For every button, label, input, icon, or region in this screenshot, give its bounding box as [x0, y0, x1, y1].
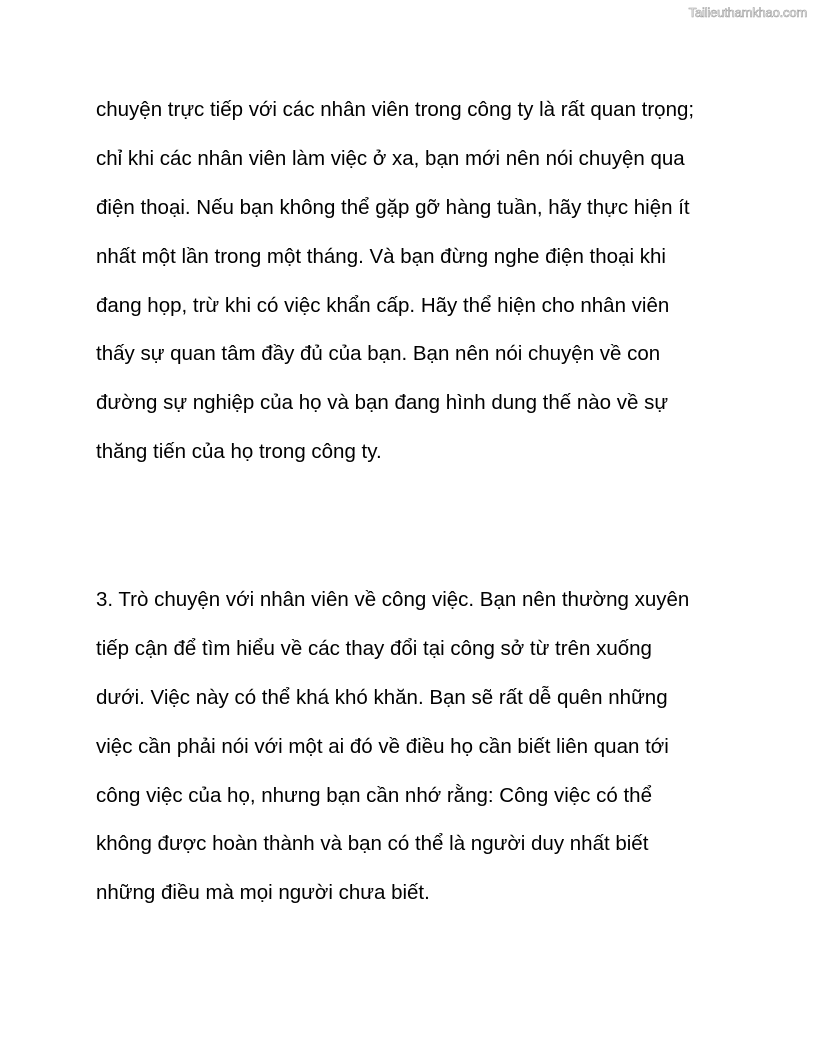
paragraph-continued	[96, 86, 776, 477]
text-line: đường sự nghiệp của họ và bạn đang hình dung thế nào về sự	[96, 391, 669, 415]
text-line: không được hoàn thành và bạn có thể là người duy nhất biết	[96, 832, 649, 856]
paragraph-section-3	[96, 576, 776, 918]
text-line: tiếp cận để tìm hiểu về các thay đổi tại công sở từ trên xuống	[96, 636, 652, 660]
text-line: dưới. Việc này có thể khá khó khăn. Bạn sẽ rất dễ quên những	[96, 685, 668, 709]
text-line: thấy sự quan tâm đầy đủ của bạn. Bạn nên nói chuyện về con	[96, 342, 661, 366]
text-line: công việc của họ, nhưng bạn cần nhớ rằng: Công việc có thể	[96, 783, 652, 807]
text-line: nhất một lần trong một tháng. Và bạn đừng nghe điện thoại khi	[96, 244, 666, 268]
text-line: đang họp, trừ khi có việc khẩn cấp. Hãy thể hiện cho nhân viên	[96, 293, 670, 317]
text-line: 3. Trò chuyện với nhân viên về công việc. Bạn nên thường xuyên	[96, 588, 690, 611]
text-line: thăng tiến của họ trong công ty.	[96, 440, 382, 464]
text-line: chỉ khi các nhân viên làm việc ở xa, bạn mới nên nói chuyện qua	[96, 146, 685, 170]
text-line: điện thoại. Nếu bạn không thể gặp gỡ hàng tuần, hãy thực hiện ít	[96, 195, 690, 219]
watermark: Tailieuthamkhao.com	[688, 5, 807, 20]
text-line: những điều mà mọi người chưa biết.	[96, 881, 430, 905]
text-line: việc cần phải nói với một ai đó về điều họ cần biết liên quan tới	[96, 734, 669, 758]
text-line: chuyện trực tiếp với các nhân viên trong công ty là rất quan trọng;	[96, 98, 695, 121]
